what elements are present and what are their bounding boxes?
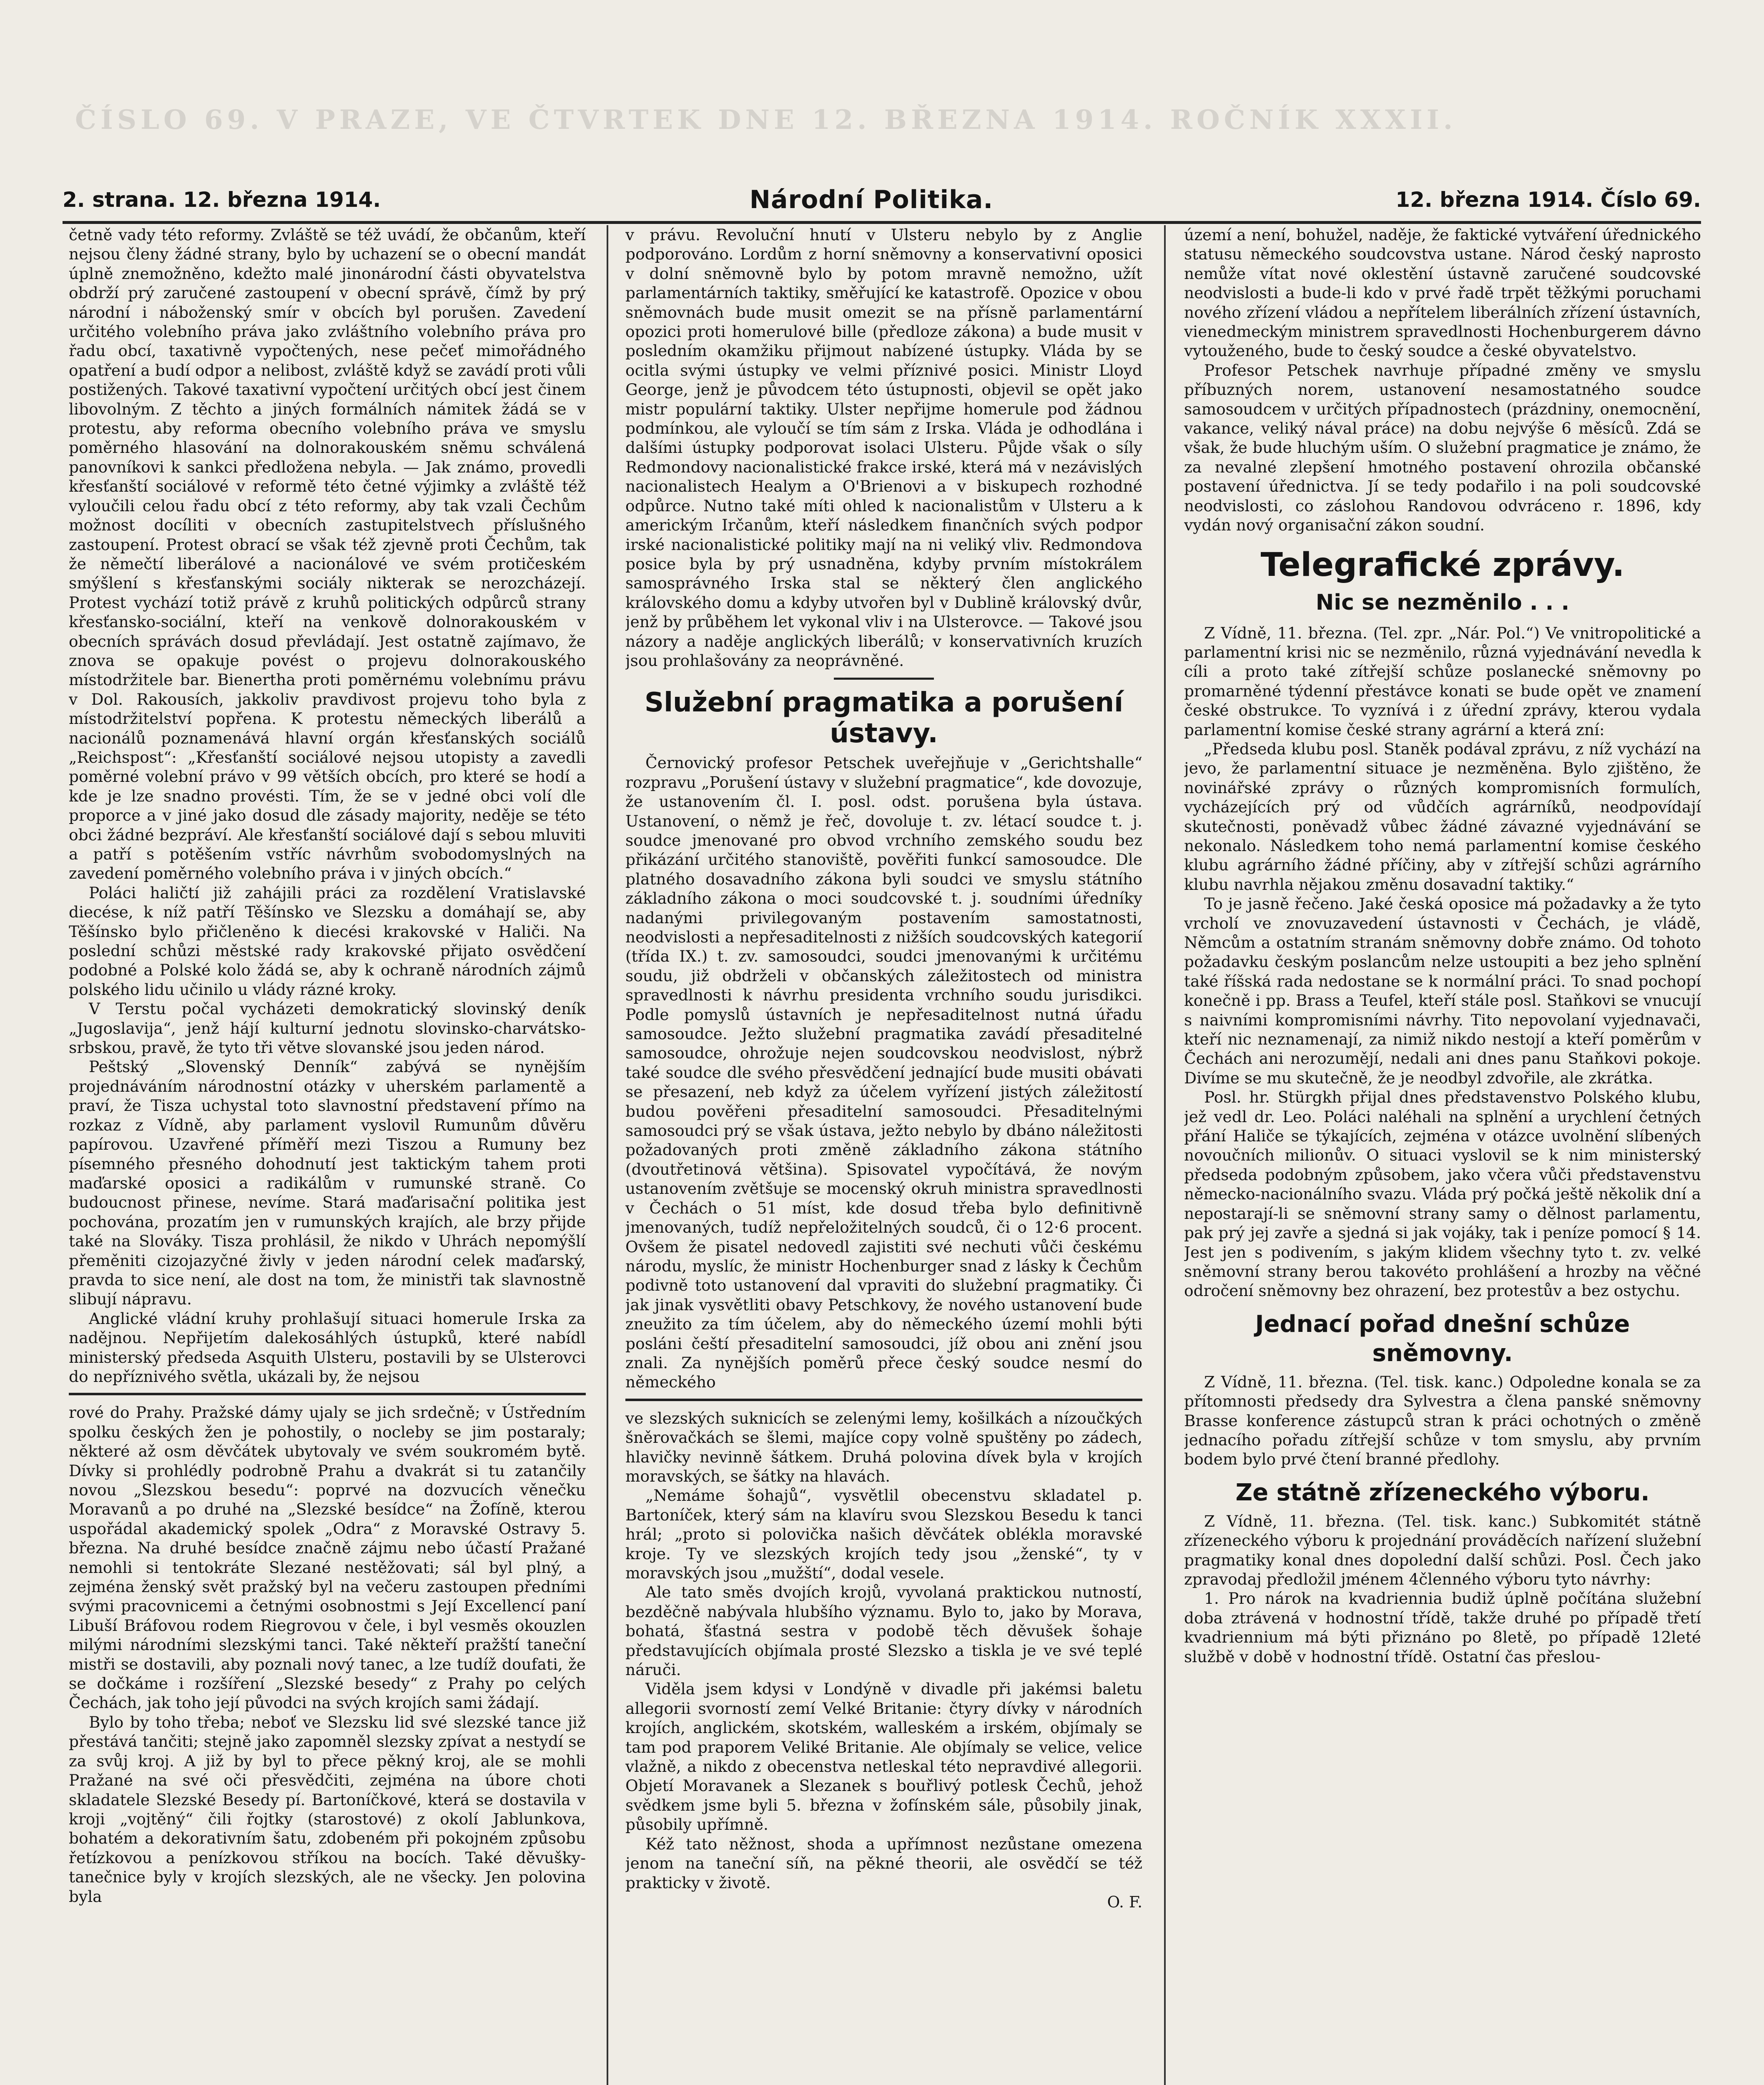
feuilleton-text: Kéž tato něžnost, shoda a upřímnost nezůstane omezena jenom na taneční síň, na pěkné theorii, ale osvědčí se též prakticky v životě. [625,1834,1142,1892]
feuilleton-text: rové do Prahy. Pražské dámy ujaly se jich srdečně; v Ústředním spolku českých žen je pohostily, o nocleby se jim postaraly; některé až osm děvčátek ubytovaly ve svém soukromém bytě. Dívky si prohlédly podrobně Prahu a dvakrát si tu zatančily novou „Slezskou besedu“: poprvé na dozvucích věnečku Moravanů a po druhé na „Slezské besídce“ na Žofíně, kterou uspořádal akademický spolek „Odra“ z Moravské Ostravy 5. března. Na druhé besídce značně zájmu nebo účastí Pražané nemohli si tentokráte Slezané nestěžovati; sál byl plný, a zejména ženský svět pražský byl na večeru zastoupen předními svými pracovnicemi a četnými osobnostmi s Její Excellencí paní Libuší Bráfovou rodem Riegrovou v čele, i byl vesměs okouzlen milými národními slezskými tanci. Také někteří pražští taneční mistři se dostavili, aby poznali nový tanec, a lze tudíž doufati, že se dočkáme i rozšíření „Slezské besedy“ z Prahy po celých Čechách, jak toho její původci na svých krojích sami žádají. [69,1403,586,1712]
article-text: Z Vídně, 11. března. (Tel. tisk. kanc.) Subkomitét státně zřízeneckého výboru k projednání prováděcích nařízení služební pragmatiky konal dnes dopolední další schůzi. Posl. Čech jako zpravodaj předložil jménem 4členného výboru tyto návrhy: [1184,1512,1701,1588]
article-text: To je jasně řečeno. Jaké česká oposice má požadavky a že tyto vrcholí ve znovuzavedení ústavnosti v Čechách, je vládě, Němcům a ostatním stranám sněmovny dobře známo. Od tohoto požadavku českým poslancům nelze ustoupiti a bez jeho splnění také říšská rada nedostane se k normální práci. To snad pochopí konečně i pp. Brass a Teufel, kteří stále posl. Staňkovi se vnucují s naivními kompromisními návrhy. Tito nepovolaní vyjednavači, kteří nic neznamenají, za nimiž nikdo nestojí a kteří poměrům v Čechách ani nerozumějí, nedali ani dnes panu Staňkovi pokoje. Divíme se mu skutečně, že je neodbyl zdvořile, ale zkrátka. [1184,894,1701,1087]
column-divider-1 [607,225,608,2085]
column-1 [69,225,586,2085]
article-headline: Ze státně zřízeneckého výboru. [1235,1479,1650,1506]
article-text: v právu. Revoluční hnutí v Ulsteru nebylo by z Anglie podporováno. Lordům z horní sněmovny a konservativní oposici v dolní sněmovně bylo by potom mravně nemožno, užít parlamentárních taktiky, směřující ke katastrofě. Opozice v obou sněmovnách bude musit omezit se na přísně parlamentární opozici proti homerulové bille (předloze zákona) a bude musit v posledním okamžiku přijmout nabízené ústupky. Vláda by se ocitla svými ústupky ve velmi příznivé posici. Ministr Lloyd George, jenž je původcem této ústupnosti, objevil se opět jako mistr populární taktiky. Ulster nepřijme homerule pod žádnou podmínkou, ale vyloučí se tím sám z Irska. Vláda je odhodlána i dalšími ústupky podporovat isolaci Ulsteru. Půjde však o síly Redmondovy nacionalistické frakce irské, která má v nezávislých nacionalistech Healym a O'Brienovi a v biskupech rozhodné odpůrce. Nutno také míti ohled k nacionalistům v Ulsteru a k americkým Irčanům, kteří následkem finančních svých podpor irské nacionalistické politiky mají na ni veliký vliv. Redmondova posice byla by prý usnadněna, kdyby prvním místokrálem samosprávného Irska stal se některý člen anglického královského domu a kdyby utvořen byl v Dublině královský dvůr, jenž by průběhem let vykonal vliv i na Ulsterovce. — Takové jsou názory a naděje anglických liberálů; v konservativních kruzích jsou prohlašovány za neoprávněné. [625,226,1142,670]
header-newspaper-title: Národní Politika. [749,185,994,214]
article-text: území a není, bohužel, naděje, že faktické vytváření úřednického statusu německého soudcovstva ustane. Národ český naprosto nemůže vítat nové oklestění ústavně zaručené soudcovské neodvislosti a bude-li kdo v prvé řadě trpět těžkými poruchami nového zřízení vládou a nepřítelem liberálních zřízení ústavních, vienedmeckým ministrem spravedlnosti Hochenburgerem dávno vytouženého, bude to český soudce a české obyvatelstvo. [1184,226,1701,360]
bleed-through-masthead: ČÍSLO 69. V PRAZE, VE ČTVRTEK DNE 12. BŘEZNA 1914. ROČNÍK XXXII. [75,104,1457,136]
column-3 [1184,225,1701,2085]
feuilleton-text: „Nemáme šohajů“, vysvětlil obecenstvu skladatel p. Bartoníček, který sám na klavíru svou Slezskou Besedu k tanci hrál; „proto si polovička našich děvčátek oblékla moravské kroje. Ty ve slezských krojích tedy jsou „ženské“, ty v moravských jsou „mužští“, dodal vesele. [625,1486,1142,1582]
header-rule [63,221,1701,224]
feuilleton-text: Ale tato směs dvojích krojů, vyvolaná praktickou nutností, bezděčně nabývala hlubšího významu. Bylo to, jako by Morava, bohatá, šťastná sestra v podobě těch děvušek šohaje představujících objímala prosté Slezsko a tiskla je ve své teplé náruči. [625,1583,1142,1679]
article-text: Peštský „Slovenský Denník“ zabývá se nynějším projednáváním národnostní otázky v uherském parlamentě a praví, že Tisza uchystal toto slavnostní představení přímo na rozkaz z Vídně, aby parlament vyslovil Rumunům důvěru papírovou. Uzavřené příměří mezi Tiszou a Rumuny bez písemného přesného dohodnutí jest taktickým tahem proti maďarské oposici a radikálům v rumunské straně. Co budoucnost přinese, nevíme. Stará maďarisační politika jest pochována, prozatím jen v rumunských krajích, ale brzy přijde také na Slováky. Tisza prohlásil, že nikdo v Uhrách nepomýšlí přeměniti cizojazyčné živly v jeden národní celek maďarský, pravda to sice není, ale dost na tom, že ministři tak slavnostně slibují nápravu. [69,1058,586,1309]
article-text: Z Vídně, 11. března. (Tel. zpr. „Nár. Pol.“) Ve vnitropolitické a parlamentní krisi nic se nezměnilo, různá vyjednávání nevedla k cíli a proto také zítřejší schůze poslanecké sněmovny po promarněné týdenní přestávce konati se bude opět ve znamení české obstrukce. To vyznívá i z úřední zprávy, kterou vydala parlamentní komise české strany agrární a která zní: [1184,623,1701,739]
article-text: Anglické vládní kruhy prohlašují situaci homerule Irska za nadějnou. Nepřijetím dalekosáhlých ústupků, které nabídl ministerský předseda Asquith Ulsteru, postavili by se Ulsterovci do nepříznivého světla, ukázali by, že nejsou [69,1309,586,1386]
article-text: 1. Pro nárok na kvadriennia budiž úplně počítána služební doba ztrávená v hodnostní třídě, takže druhé po případě třetí kvadriennium má býti přiznáno po 8letě, po případě 12leté službě v době v hodnostní třídě. Ostatní čas přeslou- [1184,1589,1701,1666]
header-date-issue: 12. března 1914. Číslo 69. [1395,188,1701,212]
header-page-date: 2. strana. 12. března 1914. [63,188,381,212]
feuilleton-text: Viděla jsem kdysi v Londýně v divadle při jakémsi baletu allegorii svorností zemí Velké Britanie: čtyry dívky v národních krojích, anglickém, skotském, walleském a irském, objímaly se tam pod praporem Veliké Britanie. Ale objímaly se velice, velice vlažně, a nikdo z obecenstva netleskal této nepravdivé allegorii. Objetí Moravanek a Slezanek s bouřlivý potlesk Čechů, jehož svědkem jsme byli 5. března v žofínském sále, působily jinak, působily upřímně. [625,1680,1142,1834]
section-headline: Telegrafické zprávy. [1260,546,1625,584]
author-signature: O. F. [1107,1892,1142,1911]
feuilleton-rule [69,1393,586,1395]
article-headline: Nic se nezměnilo . . . [1315,590,1570,615]
article-headline: Jednací pořad dnešní schůze sněmovny. [1255,1310,1630,1367]
running-header [63,185,1701,221]
column-2 [625,225,1142,2085]
article-text: Profesor Petschek navrhuje případné změny ve smyslu příbuzných norem, ustanovení nesamostatného soudce samosoudcem v určitých případnostech (prázdniny, onemocnění, vakance, veliký nával práce) na dobu nejvýše 6 měsíců. Zdá se však, že bude hluchým uším. O služební pragmatice je známo, že za nevalné zlepšení hmotného postavení ohrozila občanské postavení úřednictva. Jí se tedy podařilo i na poli soudcovské neodvislosti, co záslohou Randovou odvráceno r. 1896, kdy vydán nový organisační zákon soudní. [1184,361,1701,535]
article-text: „Předseda klubu posl. Staněk podával zprávu, z níž vychází na jevo, že parlamentní situace je nezměněna. Bylo zjištěno, že novinářské zprávy o různých kompromisních formulích, vycházejících prý od vůdčích agrárníků, neodpovídají skutečnosti, poněvadž vůbec žádné závazné vyjednávání se nekonalo. Následkem toho nemá parlamentní komise českého klubu agrárního žádné příčiny, aby v zítřejší schůzi agrárního klubu navrhla nějakou změnu dosavadní taktiky.“ [1184,739,1701,894]
article-text: V Terstu počal vycházeti demokratický slovinský deník „Jugoslavija“, jenž hájí kulturní jednotu slovinsko-charvátsko-srbskou, pravě, že tyto tři větve slovanské jsou jeden národ. [69,1000,586,1057]
article-text: četně vady této reformy. Zvláště se též uvádí, že občanům, kteří nejsou členy žádné strany, bylo by uchazení se o obecní mandát úplně znemožněno, kdežto malé jinonárodní části obyvatelstva obdrží prý zaručené zastoupení v obecní správě, čímž by prý národní i náboženský smír v obcích byl porušen. Zavedení určitého volebního práva jako zvláštního volebního práva pro řadu obcí, taxativně vypočtených, nese pečeť mimořádného opatření a budí odpor a nelibost, zvláště když se zavádí proti vůli postižených. Takové taxativní vypočtení určitých obcí jest činem libovolným. Z těchto a jiných formálních námitek žádá se v protestu, aby reforma obecního volebního práva ve smyslu poměrného hlasování na dolnorakouském sněmu schválená panovníkovi k sankci předložena nebyla. — Jak známo, provedli křesťanští sociálové v reformě této četné výjimky a zvláště též vyloučili celou řadu obcí z této reformy, aby tak vzali Čechům možnost docíliti v obecních zastupitelstvech příslušného zastoupení. Protest obrací se však též zjevně proti Čechům, tak že němečtí liberálové a nacionálové ve svém protičeském smýšlení s křesťanskými sociály nikterak se nerozcházejí. Protest vychází totiž právě z kruhů politických odpůrců strany křesťansko-sociální, kteří na venkově dolnorakouském v obecních správách dosud převládají. Jest ostatně zajímavo, že znova se opakuje povést o projevu dolnorakouského místodržitele bar. Bienertha proti poměrnému volebnímu právu v Dol. Rakousích, jakkoliv pravdivost projevu toho byla z místodržitelství popřena. K protestu německých liberálů a nacionálů poznamenává hlavní orgán křesťanských sociálů „Reichspost“: „Křesťanští sociálové nejsou utopisty a zavedli poměrné volební právo v 99 větších obcích, pro které se hodí a kde je lze snadno provésti. Tím, že se v jedné obci volí dle proporce a v jiné jako dosud dle zásady majority, neděje se této obci žádné bezpráví. Ale křesťanští sociálové dají s sebou mluviti a patří s potěšením vstříc návrhům svobodomyslných na zavedení poměrného volebního práva i v jiných obcích.“ [69,226,586,883]
feuilleton-rule [625,1399,1142,1401]
article-text: Z Vídně, 11. března. (Tel. tisk. kanc.) Odpoledne konala se za přítomnosti předsedy dra Sylvestra a člena panské sněmovny Brasse konference zástupců stran k práci ochotných o změně jednacího pořadu zítřejší schůze v tom smyslu, aby prvním bodem bylo prvé čtení branné předlohy. [1184,1372,1701,1469]
article-text: Černovický profesor Petschek uveřejňuje v „Gerichtshalle“ rozpravu „Porušení ústavy v služební pragmatice“, kde dovozuje, že ustanovením čl. I. posl. odst. porušena byla ústava. Ustanovení, o němž je řeč, dovoluje t. zv. létací soudce t. j. soudce jmenované pro obvod vrchního zemského soudu bez přikázání určitého stanoviště, pověřiti funkcí samosoudce. Dle platného dosavadního zákona byli soudci ve smyslu státního základního zákona o moci soudcovské t. j. soudními úředníky nadanými privilegovaným postavením samostatnosti, neodvislosti a nepřesaditelnosti z nižších soudcovských kategorií (třída IX.) t. zv. samosoudci, soudci jmenovanými k určitému soudu, již obdrželi v občanských záležitostech od ministra spravedlnosti k návrhu presidenta vrchního soudu jurisdikci. Podle pomyslů ústavních je nepřesaditelnost nutná úřadu samosoudce. Ježto služební pragmatika zavádí přesaditelné samosoudce, ohrožuje nejen soudcovskou neodvislost, nýbrž také soudce dle svého přesvědčení jednající bude musiti obávati se přesazení, neb když za účelem vyřízení jistých záležitostí budou pověřeni přesaditelní samosoudci. Přesaditelnými samosoudci prý se však ústava, ježto nebylo by dbáno náležitosti požadovaných proti změně základního zákona státního (dvoutřetinová většina). Spisovatel vypočítává, že novým ustanovením zvětšuje se mocenský okruh ministra spravedlnosti v Čechách o 51 míst, kde dosud třeba bylo definitivně jmenovaných, tudíž nepřeložitelných soudců, či o 12·6 procent. Ovšem že pisatel nedovedl zajistiti své nechuti vůči českému národu, myslíc, že ministr Hochenburger snad z lásky k Čechům podivně toto ustanovení dal vpraviti do služební pragmatiky. Či jak jinak vysvětliti obavy Petschkovy, že nového ustanovení bude zneužito za tím účelem, aby do německého území mohli býti posláni čeští přesaditelní samosoudci, jíž obou ani znění jsou znali. Za nynějších poměrů přece český soudce nesmí do německého [625,754,1142,1392]
article-text: Posl. hr. Stürgkh přijal dnes představenstvo Polského klubu, jež vedl dr. Leo. Poláci naléhali na splnění a urychlení četných přání Haliče se týkajících, zejména v otázce uvolnění slíbených novoučních milionův. O situaci vyslovil se k nim ministerský předseda podobným způsobem, jako včera vůči představenstvu německo-nacionálního svazu. Vláda prý počká ještě několik dní a nepostarají-li se sněmovní strany samy o dělnost parlamentu, pak prý jej zavře a sjedná si jak vojáky, tak i peníze pomocí § 14. Jest jen s podivením, s jakým klidem všechny tyto t. zv. velké sněmovní strany berou takovéto prohlášení a hrozby na věčné odročení sněmovny bez ohrazení, bez protestův a bez ostychu. [1184,1088,1701,1300]
feuilleton-text: Bylo by toho třeba; neboť ve Slezsku lid své slezské tance již přestává tančiti; stejně jako zapomněl slezsky zpívat a nestydí se za svůj kroj. A již by byl to přece pěkný kroj, ale se mohli Pražané na své oči přesvědčiti, zejména na úbore choti skladatele Slezské Besedy pí. Bartoníčkové, která se dostavila v kroji „vojtěný“ čili řojtky (starostové) z okolí Jablunkova, bohatém a dekorativním šatu, zdobeném při pokojném způsobu řetízkovou a penízkovou stříkou na bocích. Také děvušky-tanečnice byly v krojích slezských, ale ne všecky. Jen polovina byla [69,1713,586,1906]
feuilleton-text: ve slezských suknicích se zelenými lemy, košilkách a nízoučkých šněrovačkách se šlemi, majíce copy volně spuštěny po zádech, hlavičky nevinně šátkem. Druhá polovina dívek byla v krojích moravských, se šátky na hlavách. [625,1409,1142,1485]
section-rule [834,678,934,680]
column-divider-2 [1164,225,1166,2085]
article-headline: Služební pragmatika a porušení ústavy. [644,687,1124,749]
article-text: Poláci haličtí již zahájili práci za rozdělení Vratislavské diecése, k níž patří Těšínsko ve Slezsku a domáhají se, aby Těšínsko bylo přičleněno k diecési krakovské v Haliči. Na poslední schůzi městské rady krakovské přijato osvědčení podobné a Polské kolo žádá se, aby k ochraně národních zájmů polského lidu učinilo u vlády rázné kroky. [69,883,586,999]
